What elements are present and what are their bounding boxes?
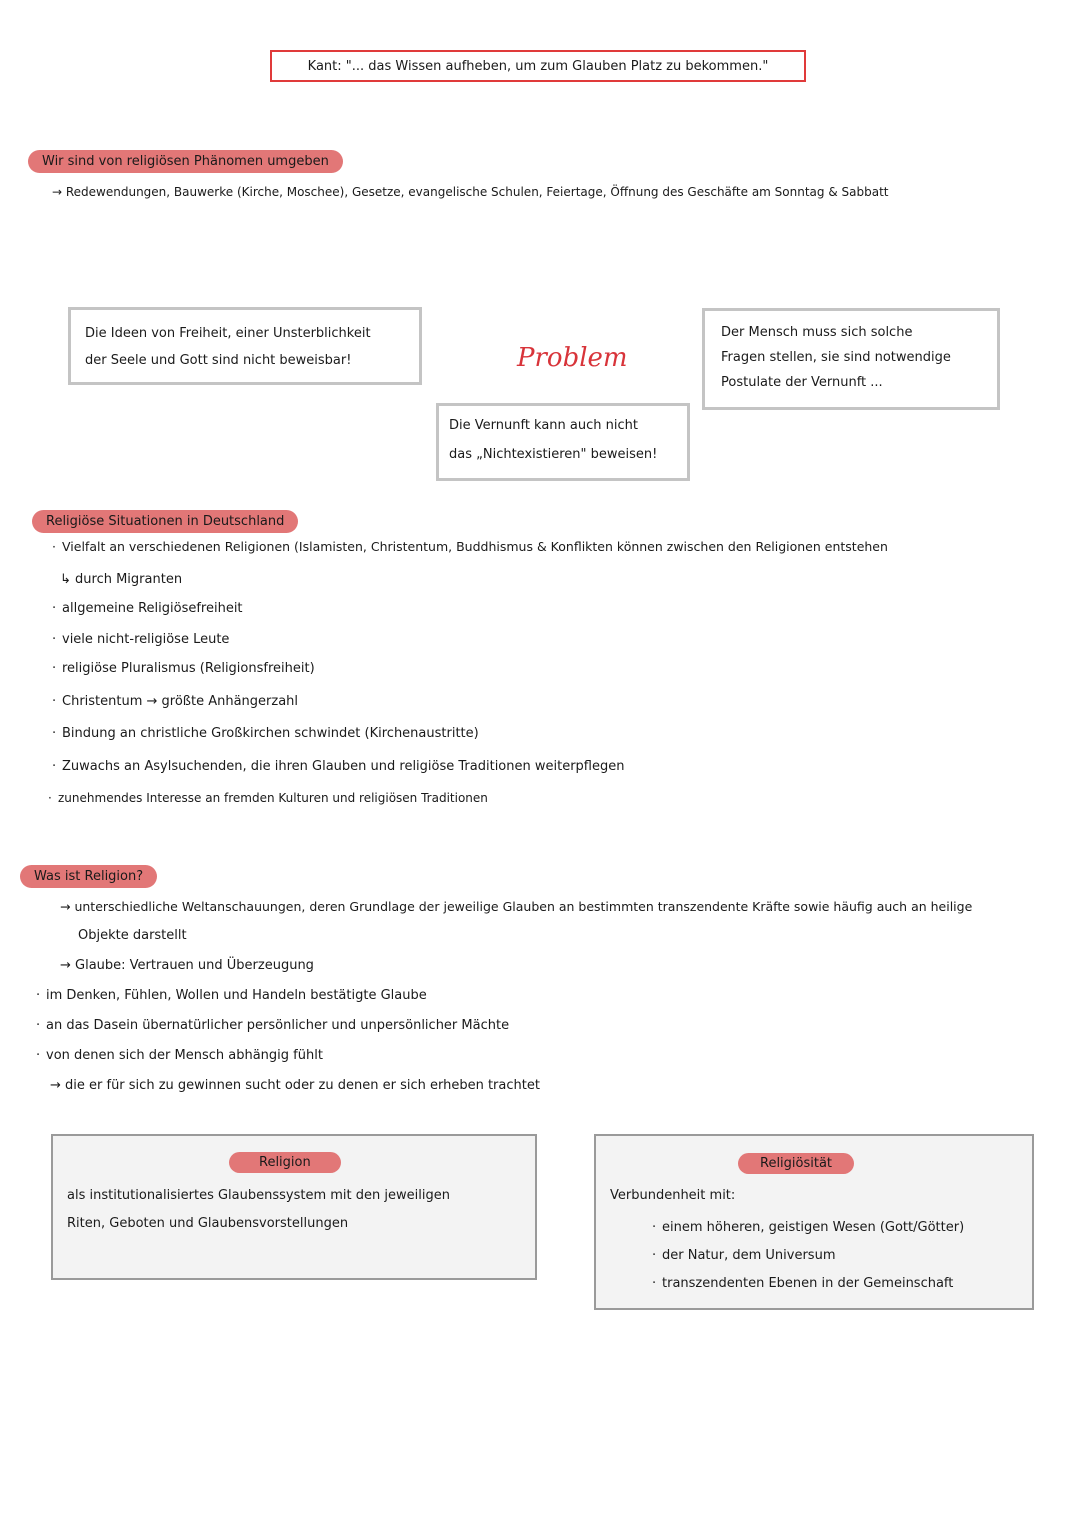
religion-box-line-1: als institutionalisiertes Glaubenssystem mit den jeweiligen: [67, 1188, 450, 1203]
problem-right-box: [702, 308, 1000, 410]
quote-box: [270, 50, 806, 82]
religion-def-line-7: → die er für sich zu gewinnen sucht oder zu denen er sich erheben trachtet: [50, 1078, 540, 1093]
germany-item-3: · allgemeine Religiösefreiheit: [62, 601, 243, 616]
germany-item-2: ↳ durch Migranten: [60, 572, 183, 587]
religiositaet-box-label: Religiösität: [738, 1153, 854, 1174]
problem-middle-box: [436, 403, 690, 481]
religiositaet-item-3: · transzendenten Ebenen in der Gemeinschaft: [662, 1276, 953, 1291]
problem-left-line-1: Die Ideen von Freiheit, einer Unsterblichkeit: [85, 326, 371, 341]
germany-item-5: · religiöse Pluralismus (Religionsfreiheit): [62, 661, 315, 676]
religion-def-line-4: · im Denken, Fühlen, Wollen und Handeln bestätigte Glaube: [46, 988, 427, 1003]
germany-item-7: · Bindung an christliche Großkirchen schwindet (Kirchenaustritte): [62, 726, 479, 741]
problem-right-line-3: Postulate der Vernunft ...: [721, 375, 883, 390]
religion-def-line-6: · von denen sich der Mensch abhängig fühlt: [46, 1048, 323, 1063]
religiositaet-item-2: · der Natur, dem Universum: [662, 1248, 836, 1263]
religion-def-line-2: Objekte darstellt: [78, 928, 187, 943]
germany-item-4: · viele nicht-religiöse Leute: [62, 632, 229, 647]
section-heading-germany: Religiöse Situationen in Deutschland: [32, 510, 298, 533]
problem-right-line-1: Der Mensch muss sich solche: [721, 325, 913, 340]
germany-item-1: · Vielfalt an verschiedenen Religionen (Islamisten, Christentum, Buddhismus & Konflikten können zwischen den Religionen entstehen: [62, 539, 888, 554]
religion-def-line-1: → unterschiedliche Weltanschauungen, deren Grundlage der jeweilige Glauben an bestimmten transzendente Kräfte sowie häufig auch an heilige: [60, 899, 973, 914]
religion-def-line-3: → Glaube: Vertrauen und Überzeugung: [60, 958, 314, 973]
problem-middle-line-2: das „Nichtexistieren" beweisen!: [449, 447, 658, 462]
problem-title: Problem: [517, 343, 628, 373]
quote-text: Kant: "... das Wissen aufheben, um zum Glauben Platz zu bekommen.": [307, 58, 769, 74]
religion-def-line-5: · an das Dasein übernatürlicher persönlicher und unpersönlicher Mächte: [46, 1018, 509, 1033]
problem-left-line-2: der Seele und Gott sind nicht beweisbar!: [85, 353, 352, 368]
section-heading-phenomena: Wir sind von religiösen Phänomen umgeben: [28, 150, 343, 173]
phenomena-examples: → Redewendungen, Bauwerke (Kirche, Moschee), Gesetze, evangelische Schulen, Feiertage, Öffnung des Geschäfte am Sonntag & Sabbatt: [52, 185, 889, 199]
germany-item-8: · Zuwachs an Asylsuchenden, die ihren Glauben und religiöse Traditionen weiterpflegen: [62, 759, 624, 774]
germany-item-6: · Christentum → größte Anhängerzahl: [62, 694, 298, 709]
religion-box-line-2: Riten, Geboten und Glaubensvorstellungen: [67, 1216, 349, 1231]
problem-left-box: [68, 307, 422, 385]
religiositaet-intro: Verbundenheit mit:: [610, 1188, 736, 1203]
religiositaet-box: [594, 1134, 1034, 1310]
religion-box: [51, 1134, 537, 1280]
religiositaet-item-1: · einem höheren, geistigen Wesen (Gott/Götter): [662, 1220, 964, 1235]
germany-item-9: · zunehmendes Interesse an fremden Kulturen und religiösen Traditionen: [58, 791, 488, 805]
problem-middle-line-1: Die Vernunft kann auch nicht: [449, 418, 638, 433]
religion-box-label: Religion: [229, 1152, 341, 1173]
section-heading-religion: Was ist Religion?: [20, 865, 157, 888]
problem-right-line-2: Fragen stellen, sie sind notwendige: [721, 350, 951, 365]
